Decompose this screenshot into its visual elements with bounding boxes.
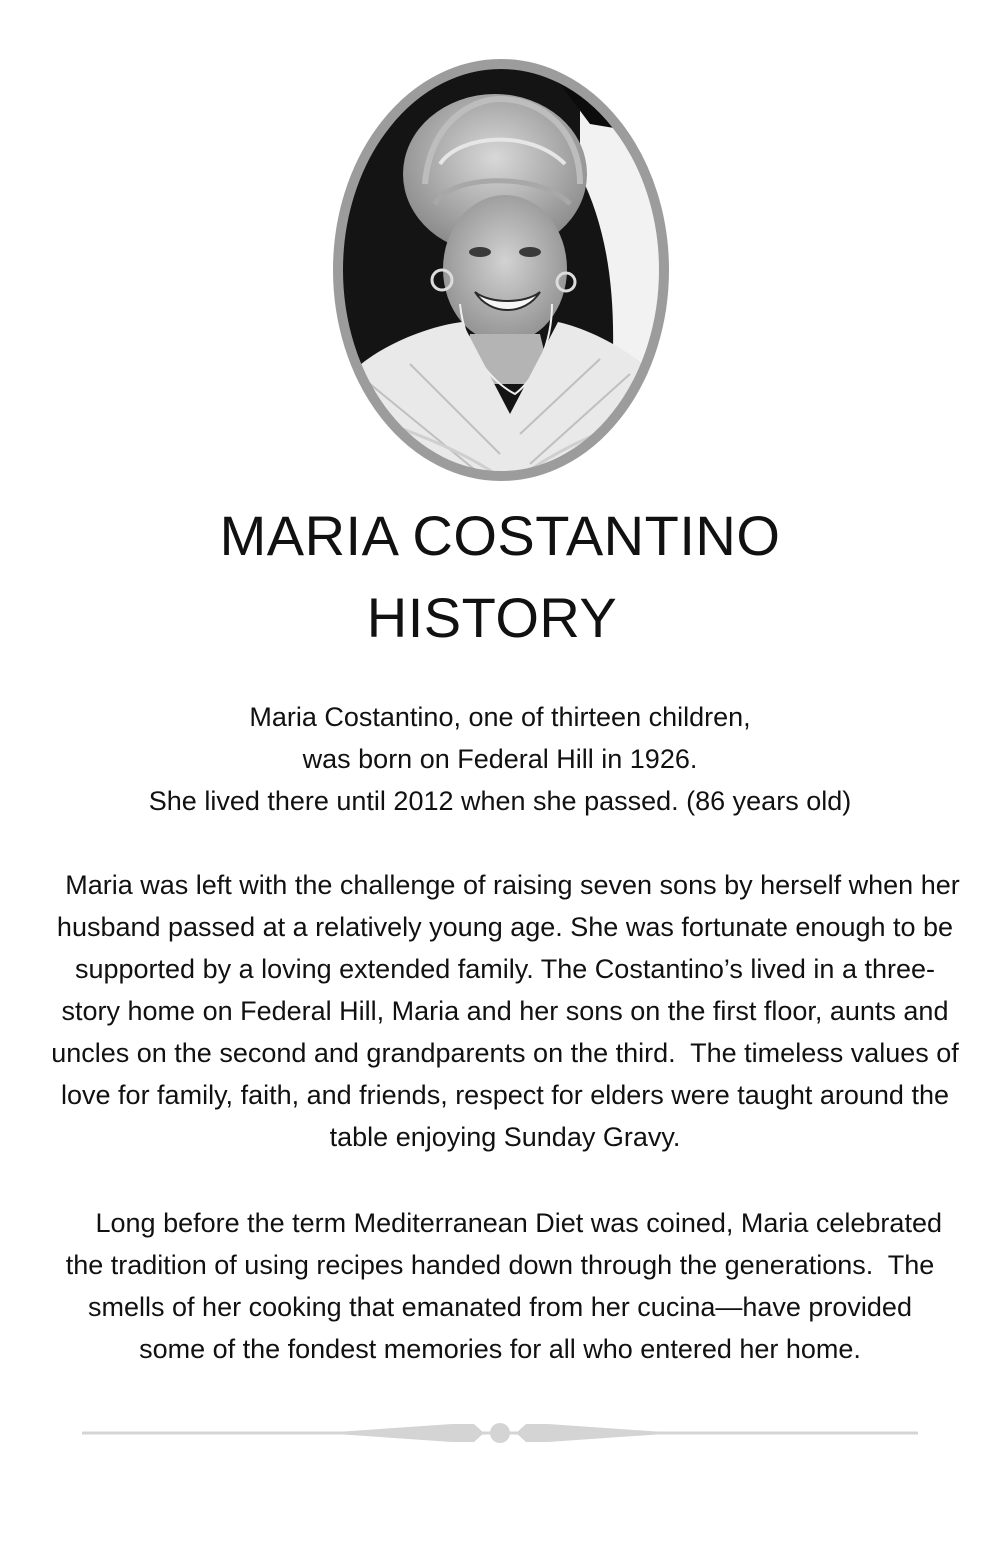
- intro-line: She lived there until 2012 when she passed. (86 years old): [148, 786, 852, 816]
- page-subtitle: HISTORY: [366, 586, 618, 649]
- portrait-frame: [330, 54, 672, 486]
- paragraph-family: Maria was left with the challenge of raising seven sons by herself when her husband passed at a relatively young age. She was fortunate enough to be supported by a loving extended family. The Costantino’s lived in a three-story home on Federal Hill, Maria and her sons on the first floor, aunts and uncles on the second and grandparents on the third. The timeless values of love for family, faith, and friends, respect for elders were taught around the table enjoying Sunday Gravy.: [50, 870, 960, 1152]
- portrait-photo: [330, 54, 672, 486]
- intro-line: Maria Costantino, one of thirteen children,: [249, 702, 751, 732]
- ornamental-divider: [82, 1418, 918, 1448]
- intro-block: [40, 696, 960, 822]
- intro-line: was born on Federal Hill in 1926.: [302, 744, 698, 774]
- paragraph-cooking: Long before the term Mediterranean Diet was coined, Maria celebrated the tradition of using recipes handed down through the generations. The smells of her cooking that emanated from her cucina—have provided some of the fondest memories for all who entered her home.: [58, 1208, 942, 1364]
- page-title: MARIA COSTANTINO: [219, 504, 781, 567]
